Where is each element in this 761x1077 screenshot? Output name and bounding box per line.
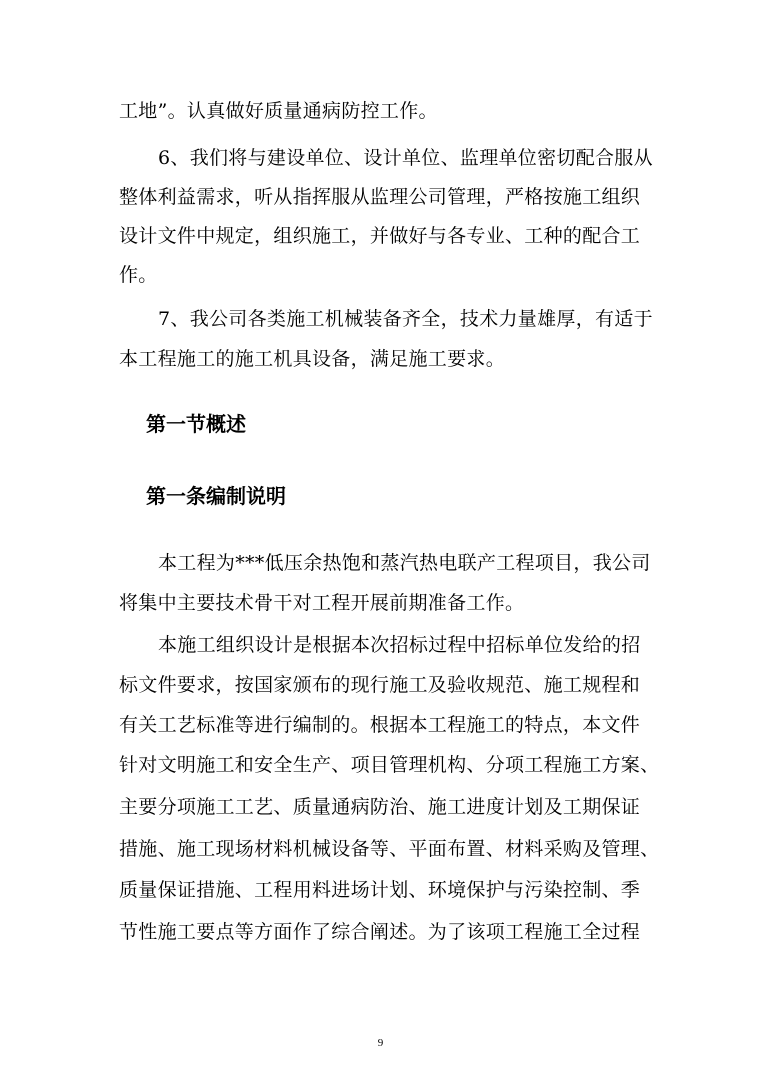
text-line: 措施、施工现场材料机械设备等、平面布置、材料采购及管理、 [119, 838, 660, 860]
text-line: 设计文件中规定，组织施工，并做好与各专业、工种的配合工 [119, 225, 641, 247]
text-line: 将集中主要技术骨干对工程开展前期准备工作。 [119, 592, 525, 614]
text-line: 整体利益需求，听从指挥服从监理公司管理，严格按施工组织 [119, 186, 641, 208]
text-line: 6、我们将与建设单位、设计单位、监理单位密切配合服从 [158, 147, 653, 169]
page-number: 9 [377, 1037, 384, 1049]
text-line: 7、我公司各类施工机械装备齐全，技术力量雄厚，有适于 [158, 308, 653, 330]
text-line: 质量保证措施、工程用料进场计划、环境保护与污染控制、季 [119, 879, 641, 901]
text-line: 有关工艺标准等进行编制的。根据本工程施工的特点，本文件 [119, 714, 641, 736]
text-line: 作。 [119, 264, 158, 286]
text-line: 本工程施工的施工机具设备，满足施工要求。 [119, 348, 506, 370]
text-line: 工地”。认真做好质量通病防控工作。 [119, 100, 438, 122]
text-line: 针对文明施工和安全生产、项目管理机构、分项工程施工方案、 [119, 754, 660, 776]
text-line: 标文件要求，按国家颁布的现行施工及验收规范、施工规程和 [119, 674, 641, 696]
text-line: 主要分项施工工艺、质量通病防治、施工进度计划及工期保证 [119, 796, 641, 818]
text-line: 本施工组织设计是根据本次招标过程中招标单位发给的招 [158, 634, 641, 656]
text-line: 节性施工要点等方面作了综合阐述。为了该项工程施工全过程 [119, 921, 641, 943]
text-line: 本工程为***低压余热饱和蒸汽热电联产工程项目，我公司 [158, 552, 651, 574]
section-heading: 第一节概述 [146, 412, 246, 436]
article-heading: 第一条编制说明 [146, 484, 286, 508]
